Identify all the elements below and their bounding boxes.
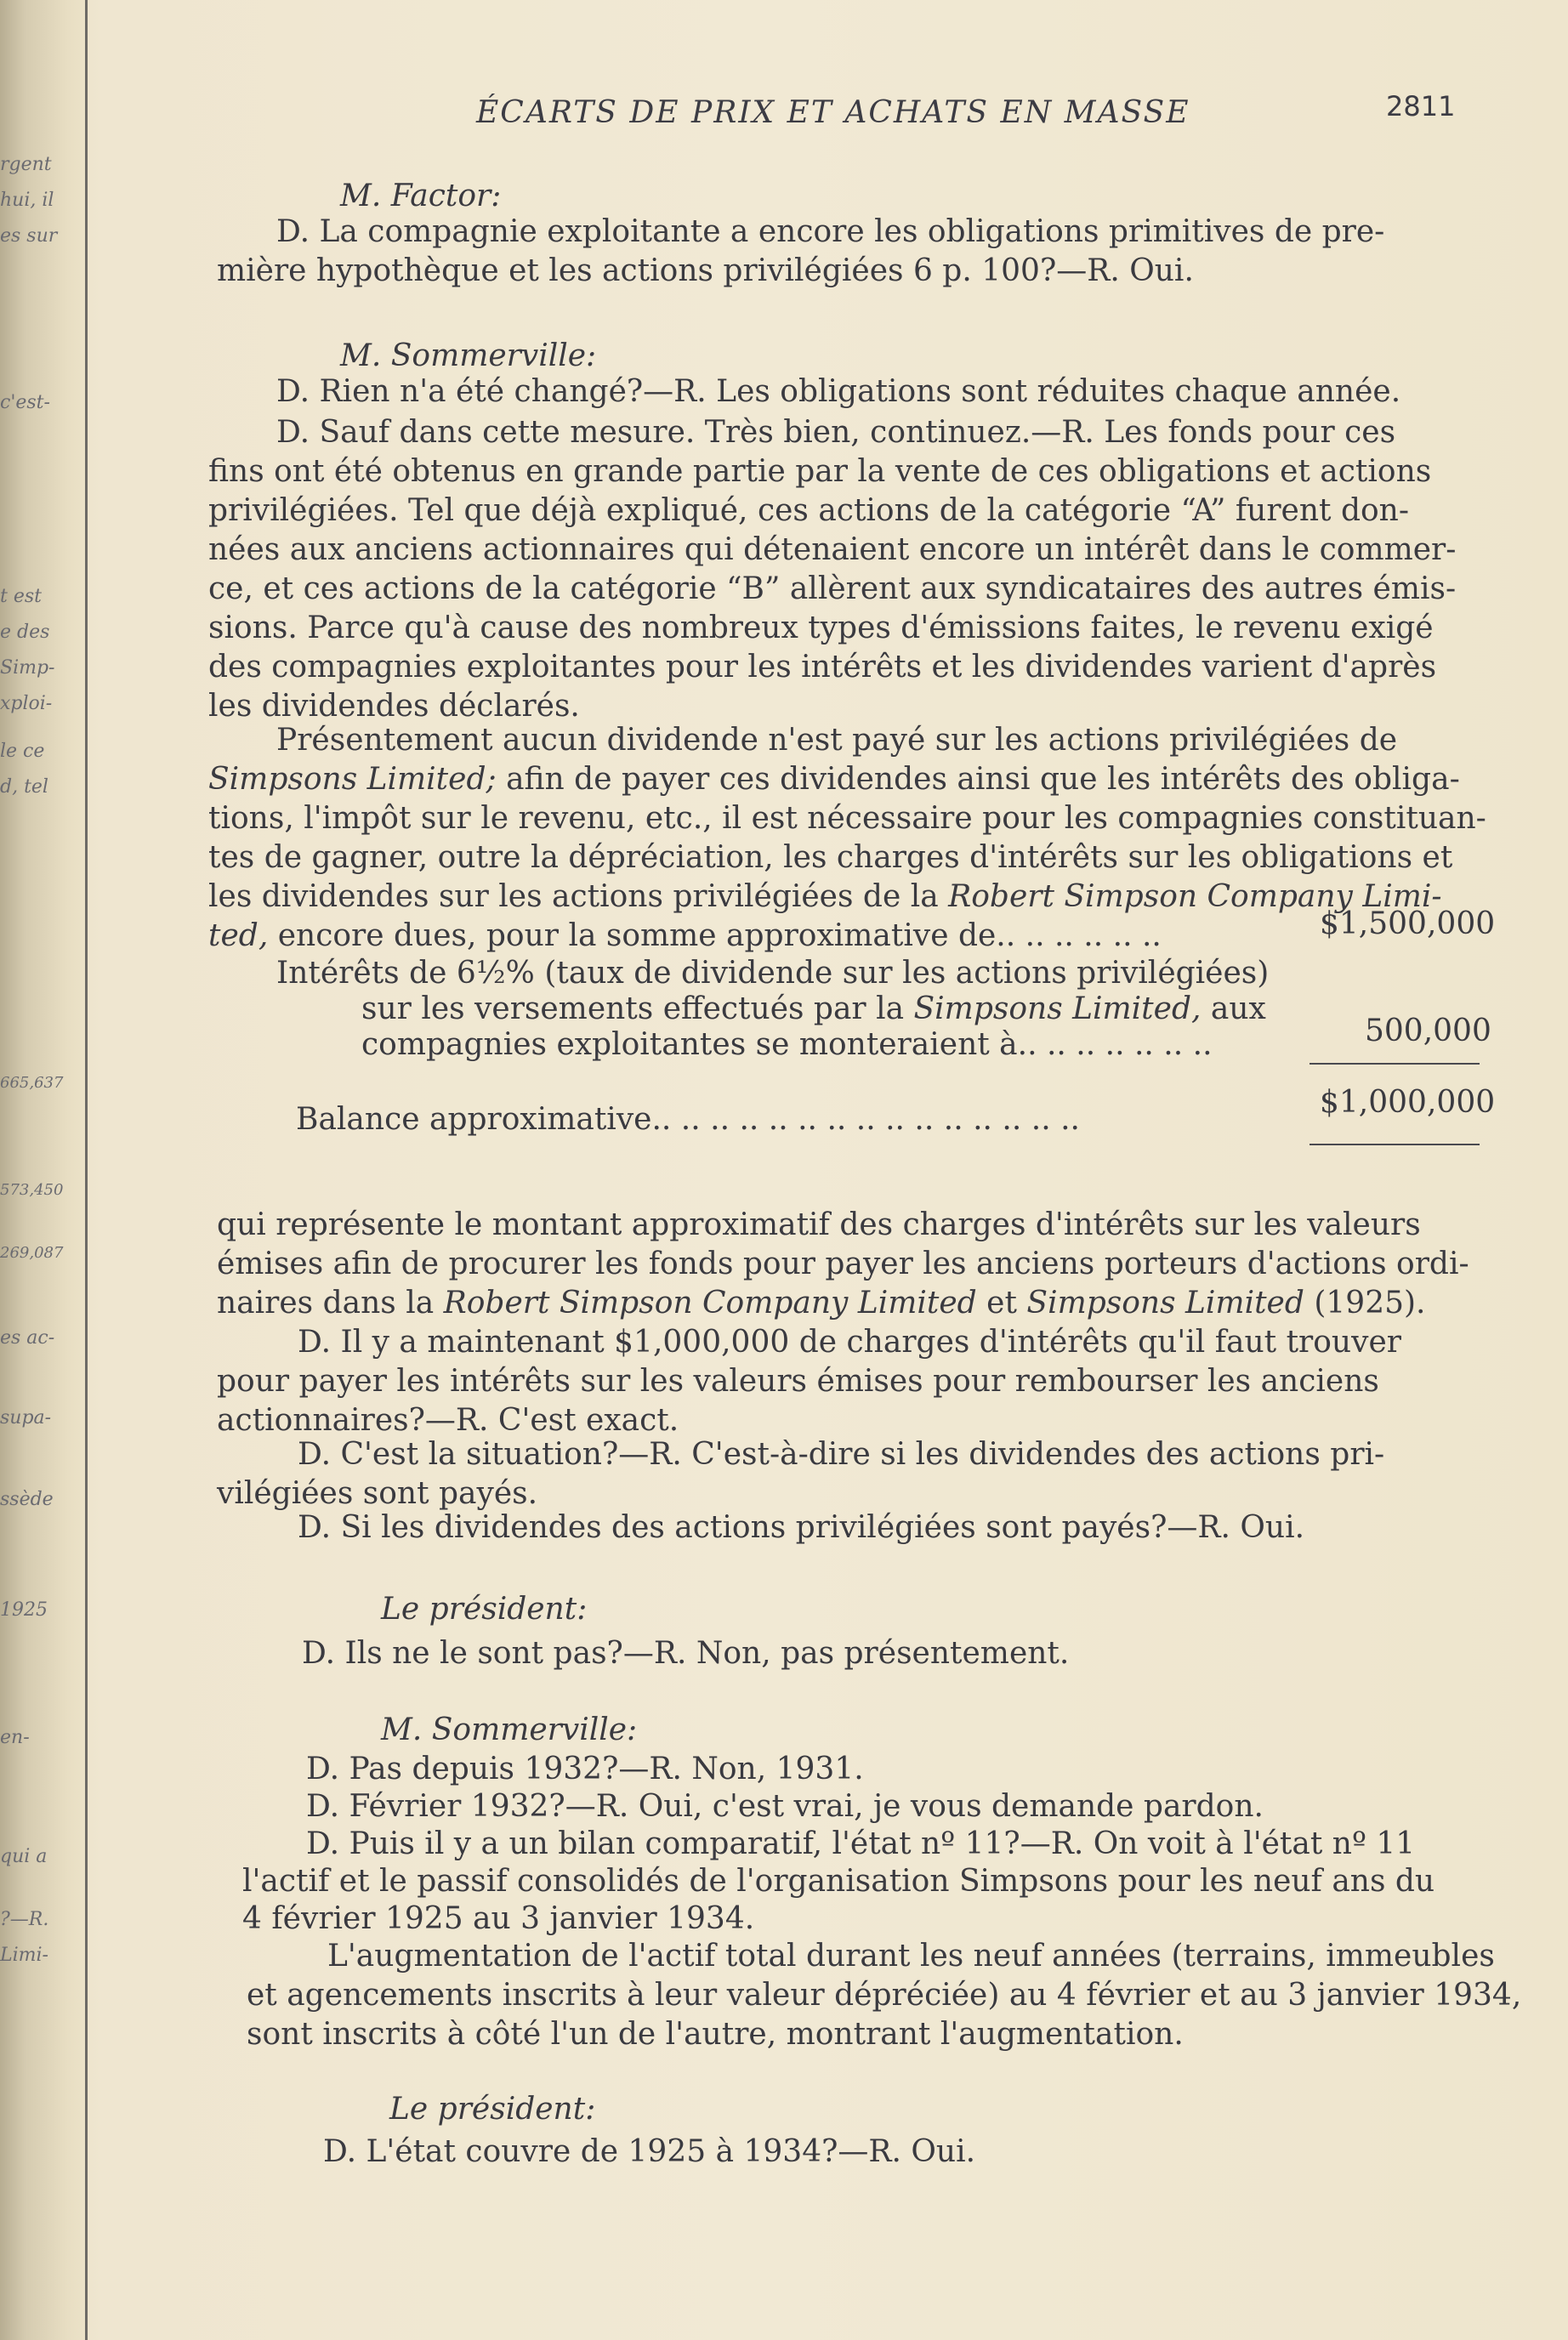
page-number: 2811 [1386, 90, 1456, 122]
text-line [208, 879, 1442, 915]
binding-gutter [0, 0, 88, 2340]
text-line [217, 1286, 1426, 1321]
text-line: D. L'état couvre de 1925 à 1934?—R. Oui. [323, 2134, 976, 2169]
margin-fragment: xploi- [0, 693, 53, 714]
amount-value: $1,500,000 [1320, 906, 1496, 941]
text-line: privilégiées. Tel que déjà expliqué, ces actions de la catégorie “A” furent don- [208, 493, 1410, 528]
margin-fragment: Simp- [0, 657, 55, 679]
margin-fragment: en- [0, 1727, 30, 1748]
text-span: naires dans la [217, 1286, 444, 1321]
text-span: afin de payer ces dividendes ainsi que les intérêts des obliga- [496, 762, 1460, 797]
text-line: D. Pas depuis 1932?—R. Non, 1931. [306, 1752, 864, 1786]
speaker-label: M. Sommerville: [381, 1712, 638, 1747]
text-line: Présentement aucun dividende n'est payé sur les actions privilégiées de [276, 723, 1398, 758]
text-line: D. La compagnie exploitante a encore les obligations primitives de pre- [276, 214, 1385, 249]
text-line: l'actif et le passif consolidés de l'organisation Simpsons pour les neuf ans du [242, 1864, 1435, 1899]
text-line: fins ont été obtenus en grande partie par la vente de ces obligations et actions [208, 454, 1432, 489]
company-name: Robert Simpson Company Limited [443, 1286, 977, 1321]
margin-fragment: e des [0, 622, 50, 643]
text-line: Intérêts de 6½% (taux de dividende sur les actions privilégiées) [276, 956, 1270, 991]
text-line: qui représente le montant approximatif des charges d'intérêts sur les valeurs [217, 1207, 1421, 1242]
gutter-rule [85, 0, 88, 2340]
margin-fragment: ?—R. [0, 1909, 49, 1930]
text-line: mière hypothèque et les actions privilégiées 6 p. 100?—R. Oui. [217, 253, 1194, 288]
text-line: et agencements inscrits à leur valeur dépréciée) au 4 février et au 3 janvier 1934, [247, 1978, 1522, 2013]
text-span: aux [1201, 991, 1266, 1026]
margin-fragment: supa- [0, 1407, 52, 1428]
text-line: vilégiées sont payés. [217, 1476, 538, 1511]
text-line: sions. Parce qu'à cause des nombreux types d'émissions faites, le revenu exigé [208, 611, 1434, 645]
text-line: D. Rien n'a été changé?—R. Les obligations sont réduites chaque année. [276, 374, 1401, 409]
margin-fragment: d, tel [0, 776, 48, 798]
text-line: D. Février 1932?—R. Oui, c'est vrai, je vous demande pardon. [306, 1789, 1264, 1824]
text-line: D. Il y a maintenant $1,000,000 de charges d'intérêts qu'il faut trouver [298, 1325, 1401, 1360]
text-line: émises afin de procurer les fonds pour payer les anciens porteurs d'actions ordi- [217, 1247, 1469, 1281]
margin-fragment: es sur [0, 225, 58, 247]
text-line: tes de gagner, outre la dépréciation, les charges d'intérêts sur les obligations et [208, 840, 1453, 875]
text-line: 4 février 1925 au 3 janvier 1934. [242, 1901, 755, 1936]
text-span: les dividendes sur les actions privilégiées de la [208, 879, 949, 914]
text-line: compagnies exploitantes se monteraient à.. .. .. .. .. .. .. [361, 1027, 1213, 1062]
margin-fragment: qui a [0, 1846, 48, 1867]
text-span: et [976, 1286, 1027, 1321]
margin-fragment: c'est- [0, 392, 50, 413]
text-line: D. Puis il y a un bilan comparatif, l'état nº 11?—R. On voit à l'état nº 11 [306, 1826, 1416, 1861]
margin-fragment: es ac- [0, 1327, 55, 1349]
text-line: L'augmentation de l'actif total durant les neuf années (terrains, immeubles [327, 1939, 1495, 1974]
text-line: Balance approximative.. .. .. .. .. .. .. .. .. .. .. .. .. .. .. [296, 1102, 1080, 1137]
text-line: D. Ils ne le sont pas?—R. Non, pas présentement. [302, 1636, 1070, 1671]
text-line: nées aux anciens actionnaires qui détenaient encore un intérêt dans le commer- [208, 532, 1457, 567]
company-name: Simpsons Limited; [208, 762, 497, 797]
text-line [208, 918, 1162, 954]
margin-fragment: Limi- [0, 1945, 48, 1966]
margin-fragment: hui, il [0, 190, 54, 211]
text-line: D. Sauf dans cette mesure. Très bien, continuez.—R. Les fonds pour ces [276, 415, 1396, 450]
margin-fragment: rgent [0, 154, 52, 175]
company-name: ted, [208, 918, 269, 953]
text-line: D. C'est la situation?—R. C'est-à-dire si les dividendes des actions pri- [298, 1437, 1385, 1472]
text-line: des compagnies exploitantes pour les intérêts et les dividendes varient d'après [208, 650, 1437, 684]
company-name: Simpsons Limited [1026, 1286, 1304, 1321]
text-line: D. Si les dividendes des actions privilégiées sont payés?—R. Oui. [298, 1510, 1305, 1545]
speaker-label: Le président: [381, 1592, 588, 1627]
sum-rule [1310, 1063, 1480, 1065]
text-line: les dividendes déclarés. [208, 689, 580, 724]
amount-value: 500,000 [1365, 1014, 1491, 1048]
text-span: (1925). [1304, 1286, 1426, 1321]
speaker-label: M. Sommerville: [340, 338, 597, 373]
margin-fragment: 269,087 [0, 1244, 64, 1262]
text-span: sur les versements effectués par la [361, 991, 914, 1026]
total-rule [1310, 1144, 1480, 1145]
text-line: ce, et ces actions de la catégorie “B” allèrent aux syndicataires des autres émis- [208, 571, 1457, 606]
running-head: ÉCARTS DE PRIX ET ACHATS EN MASSE [476, 95, 1190, 130]
text-span: encore dues, pour la somme approximative de.. .. .. .. .. .. [268, 918, 1162, 953]
text-line [361, 991, 1266, 1027]
company-name: Robert Simpson Company Limi- [948, 879, 1442, 914]
company-name: Simpsons Limited, [913, 991, 1202, 1026]
text-line: sont inscrits à côté l'un de l'autre, montrant l'augmentation. [247, 2017, 1184, 2052]
text-line [208, 762, 1460, 798]
text-line: tions, l'impôt sur le revenu, etc., il est nécessaire pour les compagnies constituan- [208, 801, 1486, 836]
margin-fragment: ssède [0, 1489, 54, 1510]
margin-fragment: 1925 [0, 1599, 48, 1621]
amount-value: $1,000,000 [1320, 1085, 1496, 1120]
margin-fragment: 665,637 [0, 1074, 64, 1092]
margin-fragment: le ce [0, 741, 45, 762]
text-line: pour payer les intérêts sur les valeurs émises pour rembourser les anciens [217, 1364, 1379, 1399]
text-line: actionnaires?—R. C'est exact. [217, 1403, 679, 1438]
speaker-label: Le président: [389, 2092, 596, 2127]
margin-fragment: 573,450 [0, 1181, 64, 1199]
margin-fragment: t est [0, 586, 42, 607]
speaker-label: M. Factor: [340, 179, 502, 213]
